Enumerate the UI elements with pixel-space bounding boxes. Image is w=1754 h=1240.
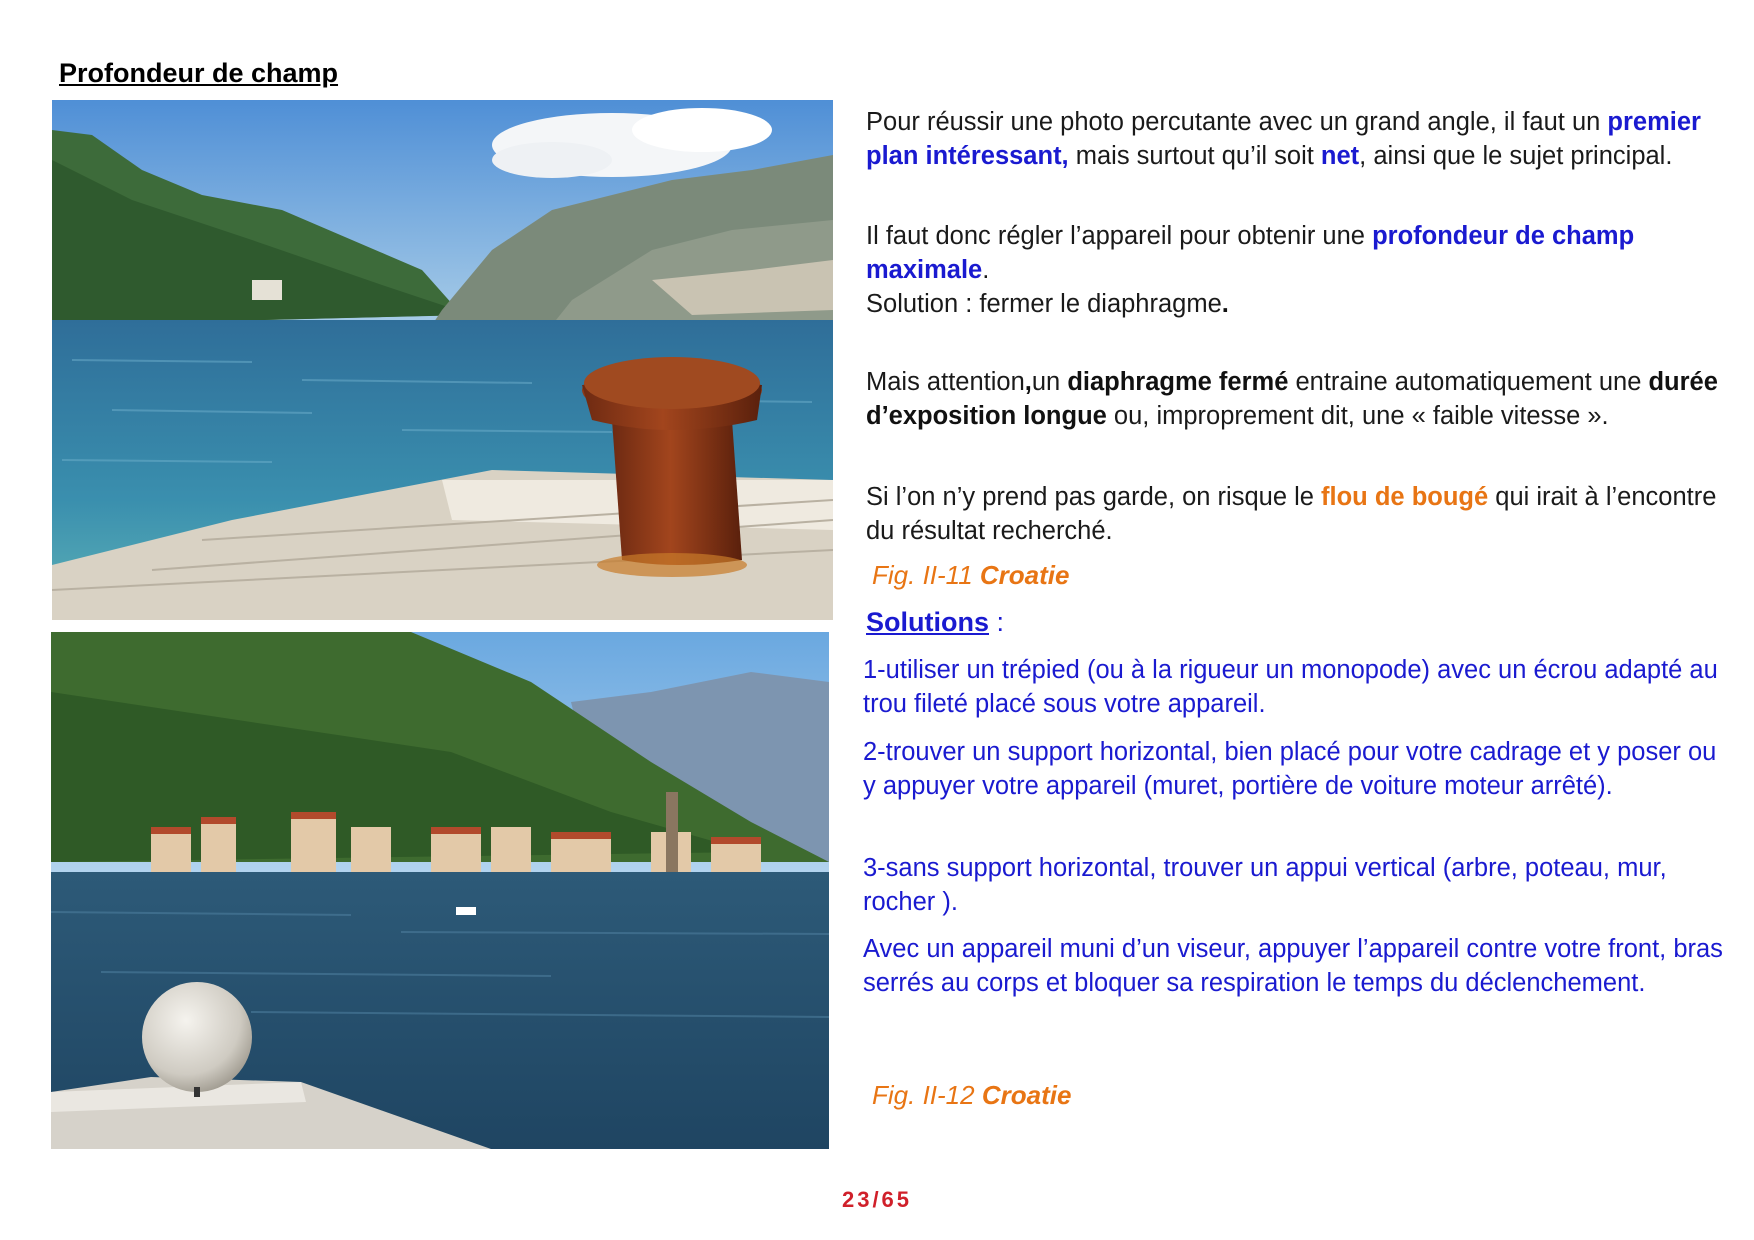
intro-paragraph: Pour réussir une photo percutante avec un grand angle, il faut un premier plan intéressant, mais surtout qu’il soit net, ainsi que le sujet principal. [866,108,1701,170]
photo-perast-stone-ball [51,632,829,1149]
warning-paragraph: Mais attention,un diaphragme fermé entraine automatiquement une durée d’exposition longue ou, improprement dit, une « faible vitesse ». [866,368,1718,430]
figure-caption-1: Fig. II-11 Croatie [872,560,1070,590]
photo-bollard-bay [52,100,833,620]
figure-caption-2: Fig. II-12 Croatie [872,1080,1072,1110]
page-title: Profondeur de champ [59,58,339,88]
page-number: 23/65 [841,1187,913,1212]
solution-viewer-tip: Avec un appareil muni d’un viseur, appuyer l’appareil contre votre front, bras serrés au corps et bloquer sa respiration le temps du déclenchement. [863,935,1723,997]
solutions-heading: Solutions : [866,607,1005,637]
solution-3: 3-sans support horizontal, trouver un appui vertical (arbre, poteau, mur, rocher ). [863,854,1667,916]
solution-2: 2-trouver un support horizontal, bien placé pour votre cadrage et y poser ou y appuyer votre appareil (muret, portière de voiture moteur arrêté). [863,738,1717,800]
depth-of-field-paragraph: Il faut donc régler l’appareil pour obtenir une profondeur de champ maximale. Solution : fermer le diaphragme. [866,222,1635,318]
blur-paragraph: Si l’on n’y prend pas garde, on risque le flou de bougé qui irait à l’encontre du résultat recherché. [866,483,1717,545]
solution-1: 1-utiliser un trépied (ou à la rigueur un monopode) avec un écrou adapté au trou fileté placé sous votre appareil. [863,656,1718,718]
